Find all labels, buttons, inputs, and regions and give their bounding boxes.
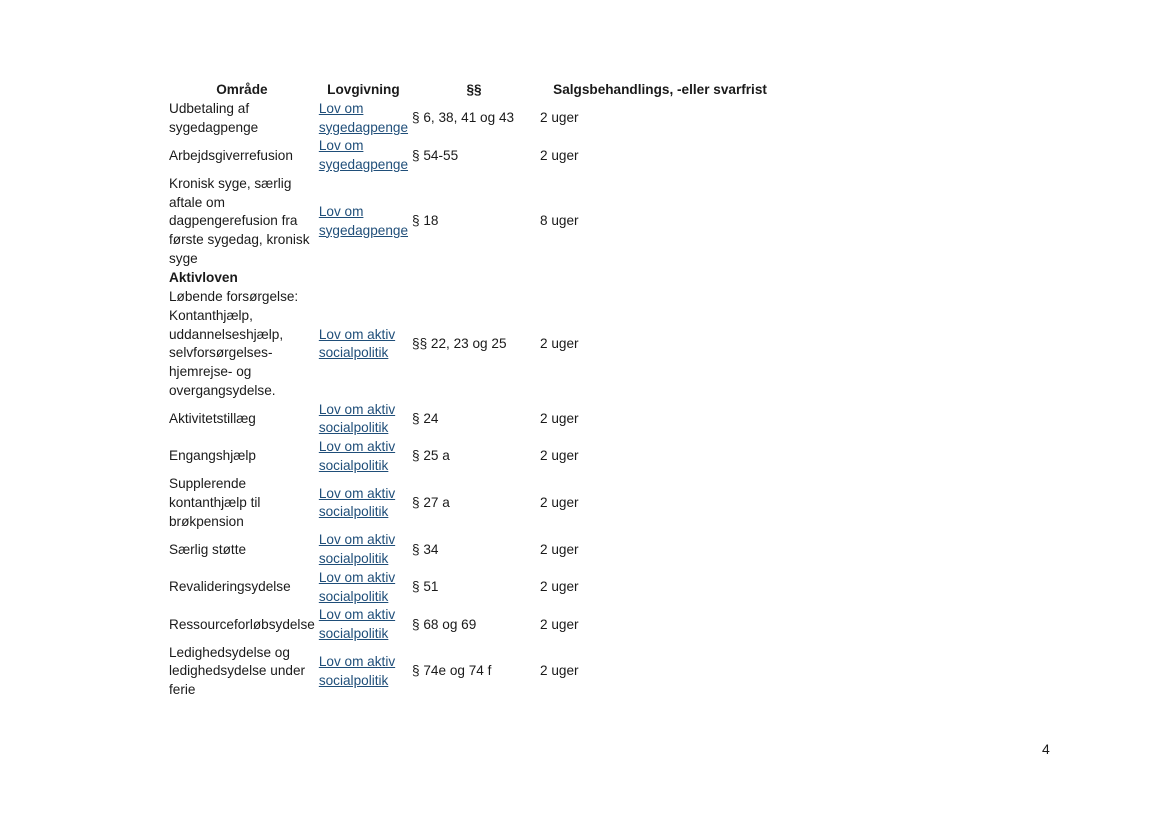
- row-frist: 2 uger: [540, 110, 579, 126]
- row-paragraf: §§ 22, 23 og 25: [412, 336, 507, 352]
- law-link[interactable]: Lov om sygedagpenge: [318, 138, 409, 173]
- law-link[interactable]: Lov om aktiv socialpolitik: [318, 569, 396, 604]
- law-link[interactable]: Lov om aktiv socialpolitik: [318, 485, 396, 520]
- row-paragraf: § 18: [412, 213, 439, 229]
- row-frist: 2 uger: [540, 541, 579, 557]
- law-link[interactable]: Lov om aktiv socialpolitik: [318, 326, 396, 361]
- table-row: [167, 288, 782, 400]
- row-omraade: Løbende forsørgelse: Kontanthjælp, uddannelseshjælp, selvforsørgelses- hjemrejse- og overgangsydelse.: [169, 289, 299, 398]
- row-paragraf: § 24: [412, 410, 439, 426]
- row-paragraf: § 6, 38, 41 og 43: [412, 110, 515, 126]
- table-row: [167, 401, 782, 438]
- table-row: [167, 569, 782, 606]
- table-row: [167, 100, 782, 137]
- row-frist: 2 uger: [540, 616, 579, 632]
- header-paragraffer: §§: [466, 81, 482, 97]
- law-link[interactable]: Lov om aktiv socialpolitik: [318, 654, 396, 688]
- table-row: [167, 137, 782, 174]
- law-link[interactable]: Lov om aktiv socialpolitik: [318, 532, 396, 567]
- row-frist: 2 uger: [540, 410, 579, 426]
- row-omraade: Ledighedsydelse og ledighedsydelse under ferie: [169, 644, 306, 698]
- row-paragraf: § 34: [412, 541, 439, 557]
- row-omraade: Arbejdsgiverrefusion: [169, 147, 293, 163]
- row-frist: 2 uger: [540, 336, 579, 352]
- row-frist: 2 uger: [540, 579, 579, 595]
- table-row: [167, 531, 782, 568]
- table-header-row: [167, 80, 782, 100]
- law-link[interactable]: Lov om sygedagpenge: [318, 101, 409, 135]
- law-link[interactable]: Lov om aktiv socialpolitik: [318, 401, 396, 436]
- row-omraade: Kronisk syge, særlig aftale om dagpengerefusion fra første sygedag, kronisk syge: [169, 175, 310, 266]
- table-row: [167, 175, 782, 269]
- row-omraade: Udbetaling af sygedagpenge: [169, 101, 259, 135]
- law-link[interactable]: Lov om aktiv socialpolitik: [318, 607, 396, 641]
- section-row: [167, 268, 782, 288]
- row-frist: 8 uger: [540, 213, 579, 229]
- row-frist: 2 uger: [540, 147, 579, 163]
- row-omraade: Aktivitetstillæg: [169, 410, 256, 426]
- deadline-table: [167, 80, 782, 700]
- row-omraade: Særlig støtte: [169, 541, 247, 557]
- row-paragraf: § 74e og 74 f: [412, 663, 492, 679]
- header-omraade: Område: [216, 81, 268, 97]
- row-omraade: Revalideringsydelse: [169, 579, 291, 595]
- row-paragraf: § 51: [412, 579, 439, 595]
- table-row: [167, 606, 782, 643]
- row-paragraf: § 54-55: [412, 147, 459, 163]
- row-paragraf: § 68 og 69: [412, 616, 477, 632]
- table-row: [167, 475, 782, 531]
- row-omraade: Ressourceforløbsydelse: [169, 616, 315, 632]
- row-frist: 2 uger: [540, 663, 579, 679]
- table-row: [167, 438, 782, 475]
- header-lovgivning: Lovgivning: [327, 81, 400, 97]
- section-title: Aktivloven: [169, 269, 238, 285]
- law-link[interactable]: Lov om aktiv socialpolitik: [318, 438, 396, 473]
- row-frist: 2 uger: [540, 448, 579, 464]
- table-row: [167, 644, 782, 700]
- row-paragraf: § 27 a: [412, 495, 450, 511]
- header-frist: Salgsbehandlings, -eller svarfrist: [553, 81, 767, 97]
- row-frist: 2 uger: [540, 495, 579, 511]
- row-paragraf: § 25 a: [412, 448, 450, 464]
- row-omraade: Engangshjælp: [169, 448, 256, 464]
- law-link[interactable]: Lov om sygedagpenge: [318, 203, 409, 238]
- page-number: 4: [1042, 741, 1050, 757]
- row-omraade: Supplerende kontanthjælp til brøkpension: [169, 476, 261, 529]
